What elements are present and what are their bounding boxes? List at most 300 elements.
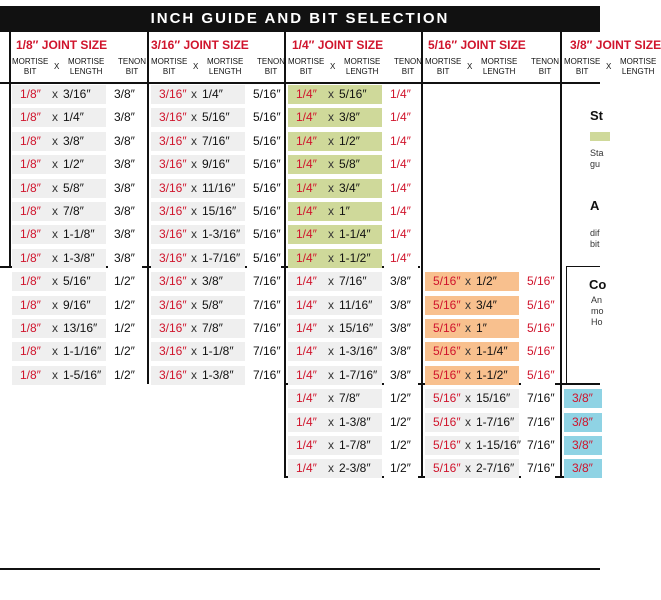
tenon-bit: 7/16″ xyxy=(253,274,281,289)
table-row xyxy=(286,435,419,456)
mortise-bit: 1/8″ xyxy=(20,87,41,101)
tenon-bit: 7/16″ xyxy=(527,461,555,476)
legend-title-2: A xyxy=(590,198,600,213)
times-sign: x xyxy=(465,391,471,406)
table-row xyxy=(10,154,143,175)
tenon-bit: 5/16″ xyxy=(253,250,281,265)
tenon-bit: 1/4″ xyxy=(390,180,411,195)
table-row xyxy=(10,107,143,128)
legend-text-3: An mo Ho xyxy=(591,295,604,327)
table-row xyxy=(286,365,419,386)
times-sign: x xyxy=(465,461,471,476)
mortise-length: 5/8″ xyxy=(63,180,84,195)
table-row xyxy=(149,248,282,269)
mortise-bit: 1/4″ xyxy=(296,414,317,429)
table-row xyxy=(286,458,419,479)
mortise-bit: 1/8″ xyxy=(20,227,41,242)
times-sign: x xyxy=(465,274,471,289)
g18-x-sublabel: X xyxy=(54,62,60,71)
mortise-bit: 3/16″ xyxy=(159,204,187,218)
tenon-bit: 7/16″ xyxy=(253,344,281,359)
times-sign: x xyxy=(191,321,197,335)
times-sign: x xyxy=(191,367,197,382)
tenon-bit: 5/16″ xyxy=(253,204,281,218)
table-row xyxy=(562,412,602,433)
mortise-length: 1-1/4″ xyxy=(339,227,371,242)
g18-tenon-sublabel: TENON BIT xyxy=(118,57,146,76)
mortise-bit: 1/4″ xyxy=(296,391,317,406)
mortise-bit: 3/16″ xyxy=(159,87,187,101)
mortise-bit: 1/4″ xyxy=(296,227,317,242)
table-row xyxy=(286,295,419,316)
mortise-bit: 5/16″ xyxy=(433,391,461,406)
times-sign: x xyxy=(191,297,197,312)
table-row xyxy=(286,248,419,269)
tenon-bit: 3/8″ xyxy=(114,180,135,195)
tenon-bit: 3/8″ xyxy=(114,133,135,148)
mortise-length: 1/4″ xyxy=(202,87,223,101)
mortise-bit: 3/16″ xyxy=(159,250,187,265)
times-sign: x xyxy=(328,87,334,101)
table-row xyxy=(149,84,282,105)
g14-tenon-sublabel: TENON BIT xyxy=(394,57,422,76)
legend-title-1: St xyxy=(590,108,603,123)
times-sign: x xyxy=(191,227,197,242)
mortise-length: 15/16″ xyxy=(202,204,237,218)
g516-length-sublabel: MORTISE LENGTH xyxy=(481,57,518,76)
mortise-bit: 3/16″ xyxy=(159,180,187,195)
times-sign: x xyxy=(328,367,334,382)
table-row xyxy=(10,131,143,152)
table-row xyxy=(286,388,419,409)
g316-mortise-sublabel: MORTISE BIT xyxy=(151,57,188,76)
times-sign: x xyxy=(328,274,334,289)
times-sign: x xyxy=(191,250,197,265)
times-sign: x xyxy=(191,180,197,195)
tenon-bit: 7/16″ xyxy=(527,414,555,429)
tenon-bit: 7/16″ xyxy=(253,367,281,382)
mortise-bit: 1/4″ xyxy=(296,274,317,289)
mortise-length: 1-3/8″ xyxy=(63,250,95,265)
group-header-3-8: 3/8″ JOINT SIZE xyxy=(570,38,661,52)
tenon-bit: 3/8″ xyxy=(390,321,411,335)
times-sign: x xyxy=(328,414,334,429)
table-row xyxy=(10,84,143,105)
legend-swatch-green xyxy=(590,132,610,141)
times-sign: x xyxy=(328,461,334,476)
mortise-bit: 1/8″ xyxy=(20,297,41,312)
mortise-length: 1/2″ xyxy=(476,274,497,289)
times-sign: x xyxy=(328,438,334,452)
mortise-length: 1-1/2″ xyxy=(476,367,508,382)
mortise-length: 13/16″ xyxy=(63,321,98,335)
table-row xyxy=(149,295,282,316)
mortise-bit: 3/8″ xyxy=(572,414,593,429)
table-row xyxy=(423,295,556,316)
tenon-bit: 7/16″ xyxy=(527,391,555,406)
g316-tenon-sublabel: TENON BIT xyxy=(257,57,285,76)
mortise-bit: 3/16″ xyxy=(159,297,187,312)
times-sign: x xyxy=(465,297,471,312)
mortise-bit: 1/8″ xyxy=(20,274,41,289)
tenon-bit: 5/16″ xyxy=(253,227,281,242)
tenon-bit: 5/16″ xyxy=(253,133,281,148)
times-sign: x xyxy=(191,344,197,359)
mortise-length: 3/4″ xyxy=(476,297,497,312)
times-sign: x xyxy=(328,133,334,148)
mortise-length: 5/16″ xyxy=(202,110,230,125)
times-sign: x xyxy=(52,110,58,125)
times-sign: x xyxy=(465,321,471,335)
table-row xyxy=(286,131,419,152)
mortise-length: 1-7/16″ xyxy=(339,367,378,382)
mortise-length: 7/8″ xyxy=(202,321,223,335)
footer-rule xyxy=(0,568,600,570)
times-sign: x xyxy=(328,321,334,335)
tenon-bit: 1/4″ xyxy=(390,204,411,218)
mortise-bit: 1/4″ xyxy=(296,110,317,125)
table-row xyxy=(10,365,143,386)
mortise-length: 7/8″ xyxy=(339,391,360,406)
tenon-bit: 3/8″ xyxy=(114,87,135,101)
table-row xyxy=(10,271,143,292)
tenon-bit: 5/16″ xyxy=(253,157,281,172)
mortise-bit: 5/16″ xyxy=(433,438,461,452)
mortise-length: 1″ xyxy=(339,204,350,218)
mortise-length: 1-3/16″ xyxy=(339,344,378,359)
times-sign: x xyxy=(191,274,197,289)
tenon-bit: 3/8″ xyxy=(114,250,135,265)
mortise-bit: 3/16″ xyxy=(159,133,187,148)
mortise-length: 1-1/8″ xyxy=(202,344,234,359)
g316-x-sublabel: X xyxy=(193,62,199,71)
table-row xyxy=(149,154,282,175)
mortise-bit: 1/8″ xyxy=(20,110,41,125)
table-row xyxy=(10,201,143,222)
group-header-1-4: 1/4″ JOINT SIZE xyxy=(292,38,384,52)
table-row xyxy=(562,458,602,479)
tenon-bit: 3/8″ xyxy=(390,274,411,289)
mortise-length: 15/16″ xyxy=(339,321,374,335)
times-sign: x xyxy=(191,133,197,148)
tenon-bit: 1/4″ xyxy=(390,157,411,172)
times-sign: x xyxy=(52,157,58,172)
mortise-length: 9/16″ xyxy=(202,157,230,172)
tenon-bit: 5/16″ xyxy=(527,274,555,289)
table-row xyxy=(286,201,419,222)
table-row xyxy=(423,458,556,479)
times-sign: x xyxy=(328,344,334,359)
times-sign: x xyxy=(328,204,334,218)
legend-title-3: Co xyxy=(589,277,607,292)
mortise-length: 1-3/8″ xyxy=(202,367,234,382)
times-sign: x xyxy=(52,344,58,359)
mortise-length: 9/16″ xyxy=(63,297,91,312)
table-row xyxy=(149,318,282,339)
table-row xyxy=(149,107,282,128)
mortise-bit: 5/16″ xyxy=(433,344,461,359)
mortise-length: 1-3/8″ xyxy=(339,414,371,429)
mortise-bit: 1/8″ xyxy=(20,344,41,359)
group-header-1-8: 1/8″ JOINT SIZE xyxy=(16,38,108,52)
table-row xyxy=(149,365,282,386)
tenon-bit: 3/8″ xyxy=(114,110,135,125)
tenon-bit: 3/8″ xyxy=(114,204,135,218)
table-row xyxy=(286,84,419,105)
legend-panel xyxy=(582,94,604,270)
tenon-bit: 1/2″ xyxy=(114,367,135,382)
table-row xyxy=(423,318,556,339)
tenon-bit: 3/8″ xyxy=(390,367,411,382)
mortise-length: 1-7/16″ xyxy=(202,250,241,265)
tenon-bit: 1/2″ xyxy=(390,391,411,406)
mortise-length: 1/4″ xyxy=(63,110,84,125)
mortise-bit: 3/8″ xyxy=(572,461,593,476)
times-sign: x xyxy=(328,227,334,242)
times-sign: x xyxy=(52,274,58,289)
mortise-length: 7/16″ xyxy=(202,133,230,148)
mortise-length: 1-1/4″ xyxy=(476,344,508,359)
mortise-length: 3/8″ xyxy=(339,110,360,125)
times-sign: x xyxy=(52,250,58,265)
times-sign: x xyxy=(52,297,58,312)
tenon-bit: 3/8″ xyxy=(390,297,411,312)
tenon-bit: 1/4″ xyxy=(390,87,411,101)
legend-text-1: Sta gu xyxy=(590,148,604,169)
mortise-bit: 1/8″ xyxy=(20,321,41,335)
mortise-length: 3/16″ xyxy=(63,87,91,101)
table-row xyxy=(149,201,282,222)
mortise-length: 2-7/16″ xyxy=(476,461,515,476)
mortise-length: 15/16″ xyxy=(476,391,511,406)
table-row xyxy=(149,341,282,362)
mortise-bit: 1/8″ xyxy=(20,133,41,148)
g18-length-sublabel: MORTISE LENGTH xyxy=(68,57,105,76)
mortise-length: 2-3/8″ xyxy=(339,461,371,476)
g38-length-sublabel: MORTISE LENGTH xyxy=(620,57,657,76)
tenon-bit: 5/16″ xyxy=(527,367,555,382)
mortise-bit: 1/4″ xyxy=(296,367,317,382)
tenon-bit: 5/16″ xyxy=(527,297,555,312)
mortise-length: 1/2″ xyxy=(63,157,84,172)
g516-x-sublabel: X xyxy=(467,62,473,71)
group-header-5-16: 5/16″ JOINT SIZE xyxy=(428,38,526,52)
mortise-bit: 5/16″ xyxy=(433,297,461,312)
table-row xyxy=(10,248,143,269)
mortise-bit: 1/4″ xyxy=(296,438,317,452)
table-row xyxy=(423,435,556,456)
times-sign: x xyxy=(52,204,58,218)
g14-length-sublabel: MORTISE LENGTH xyxy=(344,57,381,76)
times-sign: x xyxy=(465,344,471,359)
mortise-length: 3/4″ xyxy=(339,180,360,195)
mortise-length: 5/8″ xyxy=(202,297,223,312)
g516-mortise-sublabel: MORTISE BIT xyxy=(425,57,462,76)
mortise-bit: 5/16″ xyxy=(433,461,461,476)
table-row xyxy=(149,131,282,152)
times-sign: x xyxy=(52,87,58,101)
tenon-bit: 1/2″ xyxy=(114,321,135,335)
table-row xyxy=(562,388,602,409)
table-row xyxy=(286,412,419,433)
mortise-length: 1″ xyxy=(476,321,487,335)
mortise-length: 3/8″ xyxy=(202,274,223,289)
table-row xyxy=(423,341,556,362)
g516-tenon-sublabel: TENON BIT xyxy=(531,57,559,76)
table-row xyxy=(149,271,282,292)
tenon-bit: 5/16″ xyxy=(527,344,555,359)
g316-length-sublabel: MORTISE LENGTH xyxy=(207,57,244,76)
times-sign: x xyxy=(328,391,334,406)
times-sign: x xyxy=(191,204,197,218)
tenon-bit: 7/16″ xyxy=(253,297,281,312)
mortise-length: 7/8″ xyxy=(63,204,84,218)
tenon-bit: 1/2″ xyxy=(390,461,411,476)
times-sign: x xyxy=(328,157,334,172)
table-row xyxy=(10,341,143,362)
table-row xyxy=(149,178,282,199)
tenon-bit: 5/16″ xyxy=(253,110,281,125)
table-row xyxy=(10,224,143,245)
times-sign: x xyxy=(328,297,334,312)
table-row xyxy=(562,435,602,456)
table-row xyxy=(10,318,143,339)
g14-mortise-sublabel: MORTISE BIT xyxy=(288,57,325,76)
mortise-bit: 1/4″ xyxy=(296,133,317,148)
mortise-length: 5/16″ xyxy=(339,87,367,101)
mortise-length: 5/16″ xyxy=(63,274,91,289)
times-sign: x xyxy=(191,157,197,172)
g18-mortise-sublabel: MORTISE BIT xyxy=(12,57,49,76)
mortise-bit: 1/4″ xyxy=(296,157,317,172)
group-header-3-16: 3/16″ JOINT SIZE xyxy=(151,38,249,52)
mortise-bit: 1/8″ xyxy=(20,157,41,172)
tenon-bit: 7/16″ xyxy=(253,321,281,335)
tenon-bit: 1/4″ xyxy=(390,250,411,265)
mortise-length: 1-5/16″ xyxy=(63,367,102,382)
tenon-bit: 1/2″ xyxy=(114,297,135,312)
tenon-bit: 3/8″ xyxy=(114,157,135,172)
mortise-bit: 1/4″ xyxy=(296,321,317,335)
tenon-bit: 3/8″ xyxy=(390,344,411,359)
table-row xyxy=(423,365,556,386)
mortise-bit: 3/16″ xyxy=(159,367,187,382)
times-sign: x xyxy=(465,438,471,452)
mortise-length: 1-3/16″ xyxy=(202,227,241,242)
mortise-length: 11/16″ xyxy=(202,180,236,195)
table-row xyxy=(423,388,556,409)
times-sign: x xyxy=(52,321,58,335)
tenon-bit: 1/4″ xyxy=(390,227,411,242)
mortise-bit: 3/8″ xyxy=(572,438,593,452)
mortise-bit: 5/16″ xyxy=(433,321,461,335)
mortise-bit: 5/16″ xyxy=(433,367,461,382)
mortise-length: 1-7/16″ xyxy=(476,414,515,429)
tenon-bit: 1/4″ xyxy=(390,110,411,125)
tenon-bit: 1/4″ xyxy=(390,133,411,148)
tenon-bit: 5/16″ xyxy=(253,87,281,101)
table-row xyxy=(149,224,282,245)
mortise-bit: 3/16″ xyxy=(159,227,187,242)
table-row xyxy=(286,271,419,292)
mortise-bit: 1/4″ xyxy=(296,344,317,359)
mortise-length: 1/2″ xyxy=(339,133,360,148)
mortise-length: 5/8″ xyxy=(339,157,360,172)
table-row xyxy=(286,107,419,128)
times-sign: x xyxy=(191,87,197,101)
mortise-bit: 1/8″ xyxy=(20,367,41,382)
tenon-bit: 1/2″ xyxy=(114,274,135,289)
g38-mortise-sublabel: MORTISE BIT xyxy=(564,57,601,76)
tenon-bit: 1/2″ xyxy=(114,344,135,359)
mortise-bit: 5/16″ xyxy=(433,414,461,429)
legend-panel-2 xyxy=(566,266,607,384)
mortise-length: 3/8″ xyxy=(63,133,84,148)
table-row xyxy=(423,412,556,433)
times-sign: x xyxy=(328,110,334,125)
mortise-length: 7/16″ xyxy=(339,274,367,289)
mortise-length: 11/16″ xyxy=(339,297,373,312)
legend-text-2: dif bit xyxy=(590,228,600,249)
table-row xyxy=(10,295,143,316)
tenon-bit: 1/2″ xyxy=(390,438,411,452)
page-title: INCH GUIDE AND BIT SELECTION xyxy=(0,6,600,32)
mortise-length: 1-7/8″ xyxy=(339,438,371,452)
mortise-length: 1-1/16″ xyxy=(63,344,102,359)
mortise-bit: 5/16″ xyxy=(433,274,461,289)
mortise-bit: 1/4″ xyxy=(296,204,317,218)
table-row xyxy=(286,341,419,362)
table-row xyxy=(10,178,143,199)
mortise-bit: 3/16″ xyxy=(159,321,187,335)
tenon-bit: 5/16″ xyxy=(253,180,281,195)
times-sign: x xyxy=(191,110,197,125)
table-row xyxy=(286,178,419,199)
tenon-bit: 1/2″ xyxy=(390,414,411,429)
times-sign: x xyxy=(52,367,58,382)
g14-x-sublabel: X xyxy=(330,62,336,71)
mortise-bit: 1/4″ xyxy=(296,180,317,195)
mortise-bit: 3/16″ xyxy=(159,110,187,125)
times-sign: x xyxy=(52,133,58,148)
times-sign: x xyxy=(52,180,58,195)
mortise-length: 1-1/8″ xyxy=(63,227,95,242)
times-sign: x xyxy=(465,367,471,382)
mortise-bit: 3/8″ xyxy=(572,391,593,406)
mortise-bit: 1/8″ xyxy=(20,180,41,195)
times-sign: x xyxy=(52,227,58,242)
mortise-length: 1-15/16″ xyxy=(476,438,521,452)
mortise-length: 1-1/2″ xyxy=(339,250,371,265)
table-row xyxy=(286,224,419,245)
mortise-bit: 1/4″ xyxy=(296,297,317,312)
times-sign: x xyxy=(465,414,471,429)
times-sign: x xyxy=(328,250,334,265)
g38-x-sublabel: X xyxy=(606,62,612,71)
mortise-bit: 3/16″ xyxy=(159,157,187,172)
mortise-bit: 3/16″ xyxy=(159,274,187,289)
mortise-bit: 1/8″ xyxy=(20,250,41,265)
mortise-bit: 1/4″ xyxy=(296,250,317,265)
tenon-bit: 7/16″ xyxy=(527,438,555,452)
table-row xyxy=(286,154,419,175)
table-row xyxy=(286,318,419,339)
tenon-bit: 5/16″ xyxy=(527,321,555,335)
mortise-bit: 1/4″ xyxy=(296,87,317,101)
times-sign: x xyxy=(328,180,334,195)
tenon-bit: 3/8″ xyxy=(114,227,135,242)
mortise-bit: 1/4″ xyxy=(296,461,317,476)
